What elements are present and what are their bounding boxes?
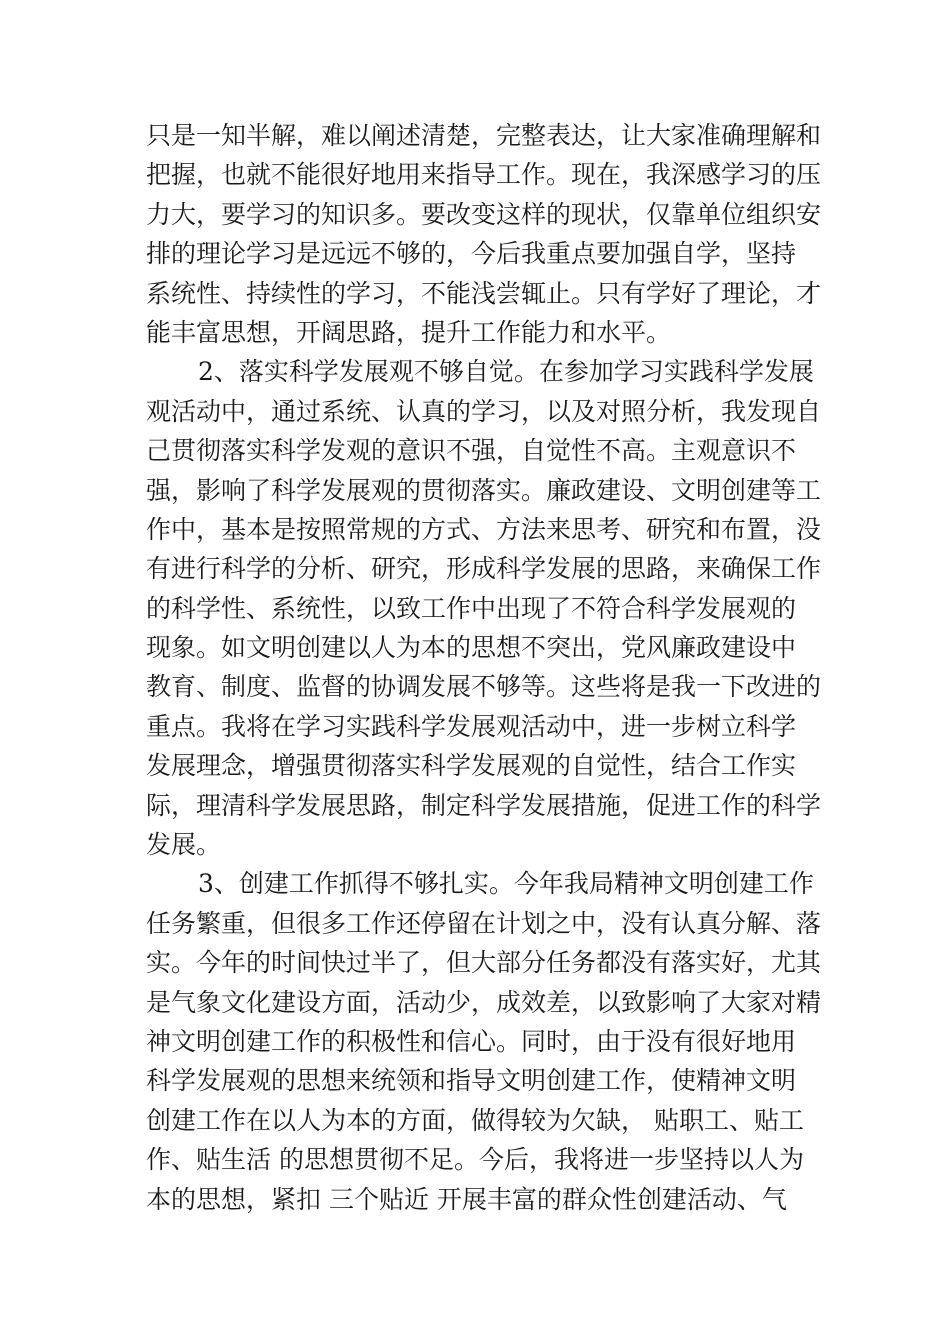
text-line-15: 教育、制度、监督的协调发展不够等。这些将是我一下改进的: [146, 672, 822, 702]
text-line-2: 把握，也就不能很好地用来指导工作。现在，我深感学习的压: [146, 160, 822, 190]
text-line-3: 力大，要学习的知识多。要改变这样的现状，仅靠单位组织安: [146, 199, 822, 229]
text-line-26: 创建工作在以人为本的方面，做得较为欠缺， 贴职工、贴工: [146, 1105, 804, 1135]
text-line-4: 排的理论学习是远远不够的，今后我重点要加强自学，坚持: [146, 239, 797, 269]
text-line-5: 系统性、持续性的学习，不能浅尝辄止。只有学好了理论，才: [146, 278, 822, 308]
text-line-21: 任务繁重，但很多工作还停留在计划之中，没有认真分解、落: [146, 908, 822, 938]
text-line-13: 的科学性、系统性，以致工作中出现了不符合科学发展观的: [146, 593, 797, 623]
text-line-27: 作、贴生活 的思想贯彻不足。今后，我将进一步坚持以人为: [146, 1145, 804, 1175]
text-line-8: 观活动中，通过系统、认真的学习，以及对照分析，我发现自: [146, 396, 822, 426]
text-line-24: 神文明创建工作的积极性和信心。同时，由于没有很好地用: [146, 1026, 797, 1056]
text-line-12: 有进行科学的分析、研究，形成科学发展的思路，来确保工作: [146, 554, 822, 584]
body-text: [146, 116, 822, 1219]
text-line-6: 能丰富思想，开阔思路，提升工作能力和水平。: [146, 317, 672, 347]
text-line-17: 发展理念，增强贯彻落实科学发展观的自觉性，结合工作实: [146, 751, 797, 781]
text-line-10: 强，影响了科学发展观的贯彻落实。廉政建设、文明创建等工: [146, 475, 822, 505]
text-line-25: 科学发展观的思想来统领和指导文明创建工作，使精神文明: [146, 1066, 797, 1096]
text-line-1: 只是一知半解，难以阐述清楚，完整表达，让大家准确理解和: [146, 121, 822, 150]
text-line-19: 发展。: [146, 830, 222, 860]
text-line-9: 己贯彻落实科学发观的意识不强，自觉性不高。主观意识不: [146, 436, 797, 466]
text-line-11: 作中，基本是按照常规的方式、方法来思考、研究和布置，没: [146, 514, 822, 544]
text-line-28: 本的思想，紧扣 三个贴近 开展丰富的群众性创建活动、气: [146, 1184, 787, 1214]
paragraph-2-start: 2、落实科学发展观不够自觉。在参加学习实践科学发展: [198, 357, 814, 387]
text-line-23: 是气象文化建设方面，活动少，成效差，以致影响了大家对精: [146, 987, 822, 1017]
text-line-16: 重点。我将在学习实践科学发展观活动中，进一步树立科学: [146, 711, 797, 741]
text-line-18: 际，理清科学发展思路，制定科学发展措施，促进工作的科学: [146, 790, 822, 820]
text-line-14: 现象。如文明创建以人为本的思想不突出，党风廉政建设中: [146, 633, 797, 663]
text-line-22: 实。今年的时间快过半了，但大部分任务都没有落实好，尤其: [146, 948, 822, 978]
paragraph-3-start: 3、创建工作抓得不够扎实。今年我局精神文明创建工作: [198, 869, 814, 899]
